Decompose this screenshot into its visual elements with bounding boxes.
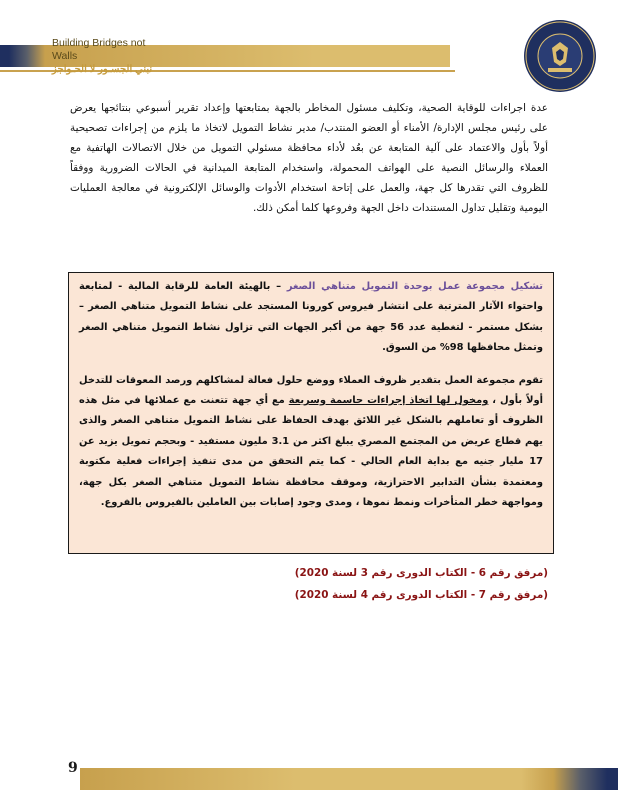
page-footer (0, 760, 618, 800)
page-header (0, 0, 618, 90)
footer-gold-band (80, 768, 618, 790)
box-p1-rest: – بالهيئة العامة للرقابة المالية - لمتابعة واحتواء الآثار المترتبة على انتشار فيروس كورونا المستجد على نشاط التمويل متناهي الصغر – بشكل مستمر - لتغطية عدد 56 جهة من أكبر الجهات التي تزاول نشاط التمويل متناهي الصغر وتمثل محافظها 98% من السوق. (79, 281, 543, 354)
page-number: 9 (68, 760, 78, 776)
slogan-arabic: نبني الجسـور لا الحـواجز (52, 64, 153, 75)
fra-logo-icon (522, 18, 598, 94)
attachment-item: (مرفق رقم 6 - الكتاب الدورى رقم 3 لسنة 2020) (294, 567, 548, 579)
box-paragraph-2 (79, 371, 543, 514)
box-p2-a: تقوم مجموعة العمل بتقدير ظروف العملاء ووضع حلول فعالة لمشاكلهم ورصد المعوقات للتدخل أولاً بأول ، (79, 374, 543, 407)
slogan-english: Building Bridges not Walls (52, 37, 146, 62)
highlight-box (68, 272, 554, 554)
box-paragraph-1 (79, 277, 543, 359)
box-p2-underlined: ومخول لها اتخاذ إجراءات حاسمة وسريعة (288, 395, 489, 407)
body-paragraph: عدة اجراءات للوقاية الصحية، وتكليف مسئول المخاطر بالجهة بمتابعتها وإعداد تقرير أسبوعي بنتائجها يعرض على رئيس مجلس الإدارة/ الأمناء أو العضو المنتدب/ مدير نشاط التمويل لاتخاذ ما يلزم من إجراءات تصحيحية أولاً بأول والاعتماد على آلية المتابعة عن بعُد لأداء محافظة مسئولي التمويل من خلال الاتصالات الهاتفية مع العملاء والرسائل النصية على الهواتف المحمولة، واستخدام المتابعة الميدانية في الحالات الضرورية ووفقاً للظروف التي تقدرها كل جهة، والعمل على إتاحة استخدام الأدوات والوسائل الإلكترونية في معالجة العمليات اليومية وتقليل تداول المستندات داخل الجهة وفروعها كلما أمكن ذلك. (70, 102, 548, 214)
box-lead-text: تشكيل مجموعة عمل بوحدة التمويل متناهي الصغر (286, 281, 544, 292)
slogan (52, 37, 172, 76)
attachments-list (70, 562, 548, 606)
attachment-item: (مرفق رقم 7 - الكتاب الدورى رقم 4 لسنة 2020) (294, 589, 548, 601)
box-p2-b: مع أي جهة تتعنت مع عملائها في مثل هذه الظروف أو تعاملهم بالشكل غير اللائق بهدف الحفاظ على نشاط التمويل متناهي الصغر والذى يهم قطاع عريض من المجتمع المصري يبلغ اكثر من 3.1 مليون مستفيد - وبحجم تمويل يزيد عن 17 مليار جنيه مع بداية العام الحالي - كما يتم التحقق من مدى تنفيذ إجراءات فعلية مكتوبة ومعتمدة بشأن التدابير الاحترازية، وموقف محافظة نشاط التمويل متناهي الصغر بكل جهة، ومواجهة خطر المتأخرات ونمط نموها ، ومدى وجود إصابات بين العاملين بالفيروس بالفروع. (79, 395, 544, 509)
